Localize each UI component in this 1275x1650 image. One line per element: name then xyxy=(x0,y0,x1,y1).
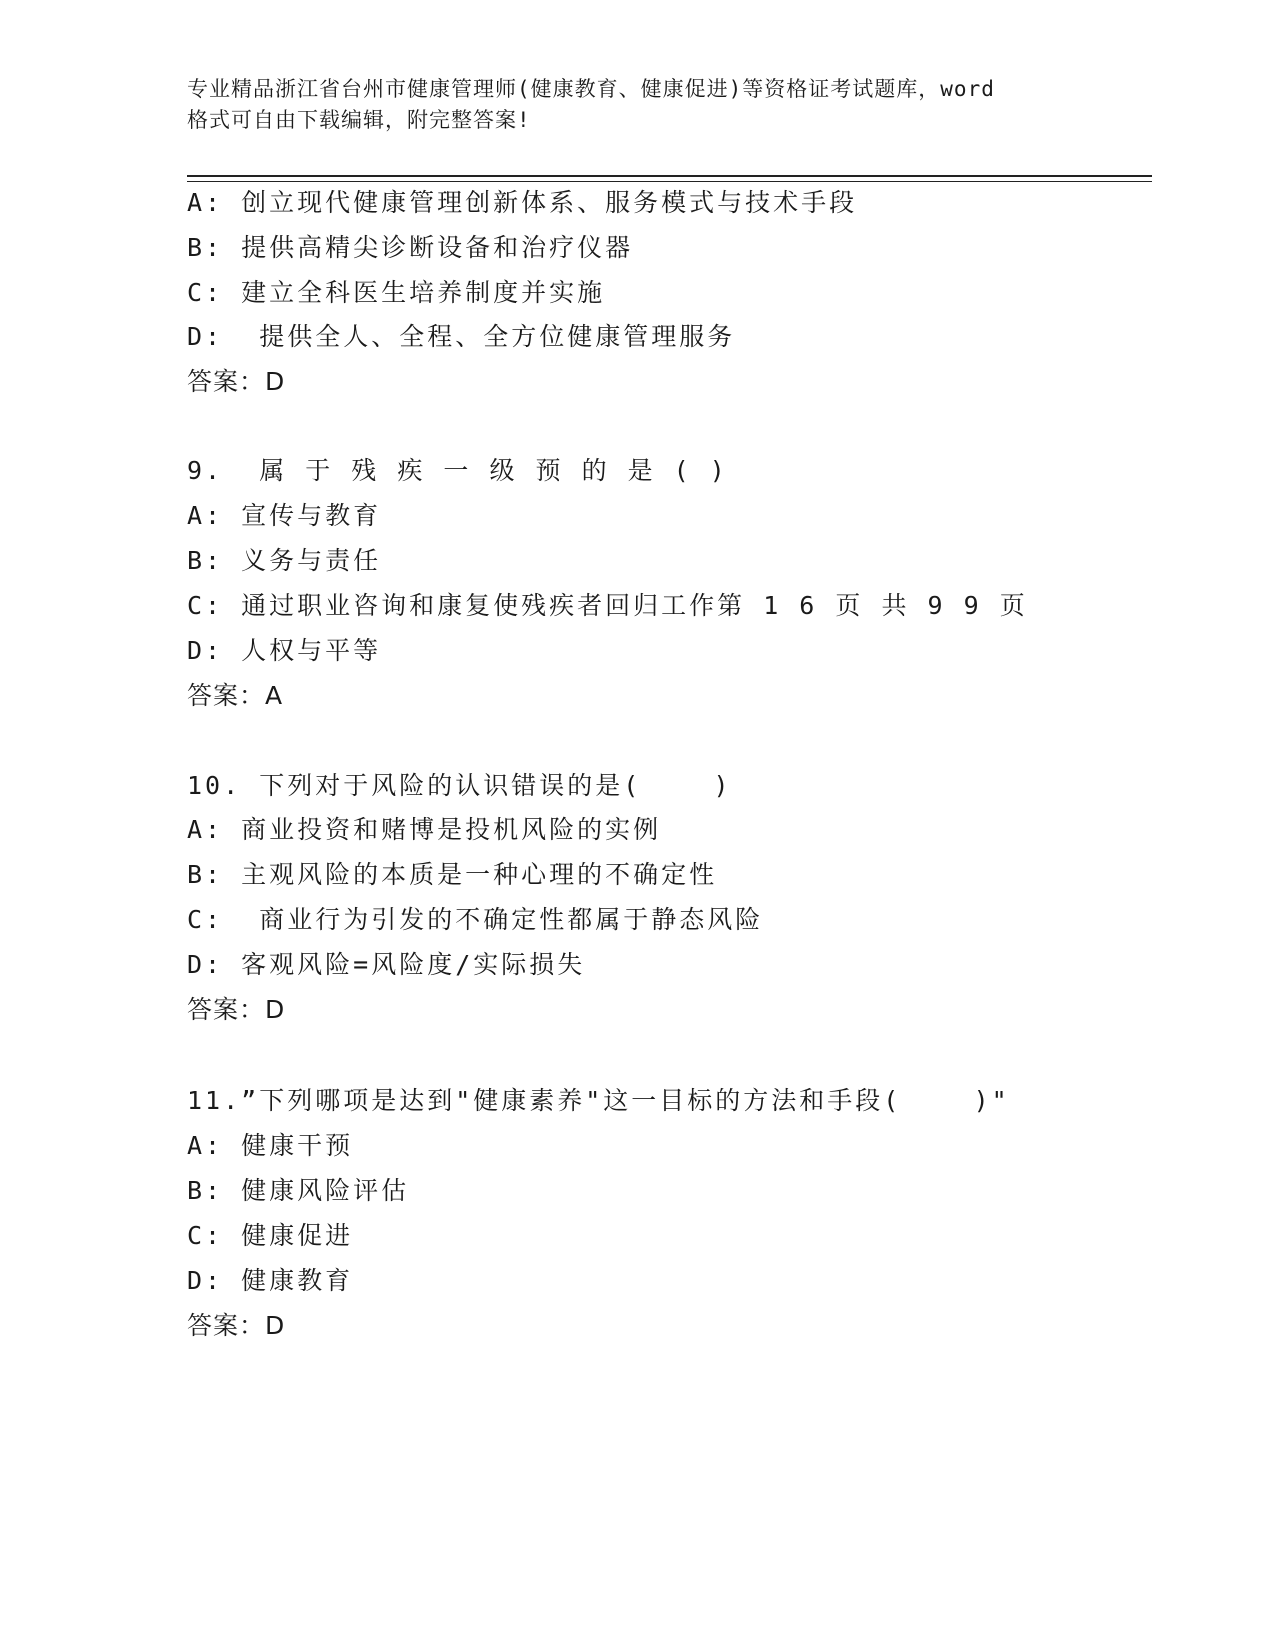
header-line-1: 专业精品浙江省台州市健康管理师(健康教育、健康促进)等资格证考试题库，word xyxy=(187,77,995,101)
q9-option-a: A: 宣传与教育 xyxy=(187,501,382,530)
q8-answer: 答案：D xyxy=(187,367,286,396)
q11-question: 11.”下列哪项是达到"健康素养"这一目标的方法和手段( )" xyxy=(187,1086,1010,1115)
q9-option-c: C: 通过职业咨询和康复使残疾者回归工作第 1 6 页 共 9 9 页 xyxy=(187,591,1028,620)
q10-question: 10. 下列对于风险的认识错误的是( ) xyxy=(187,771,732,800)
q11-option-c: C: 健康促进 xyxy=(187,1221,354,1250)
q9-option-b: B: 义务与责任 xyxy=(187,546,382,575)
header-rule-thick xyxy=(187,175,1152,177)
q10-option-c: C: 商业行为引发的不确定性都属于静态风险 xyxy=(187,905,764,934)
q10-option-d: D: 客观风险=风险度/实际损失 xyxy=(187,950,586,979)
q10-option-a: A: 商业投资和赌博是投机风险的实例 xyxy=(187,815,662,844)
q9-answer: 答案：A xyxy=(187,681,284,710)
q8-option-b: B: 提供高精尖诊断设备和治疗仪器 xyxy=(187,233,634,262)
q11-answer: 答案：D xyxy=(187,1311,286,1340)
q8-option-d: D: 提供全人、全程、全方位健康管理服务 xyxy=(187,322,736,351)
header-rule-thin xyxy=(187,181,1152,182)
q10-option-b: B: 主观风险的本质是一种心理的不确定性 xyxy=(187,860,718,889)
q9-option-d: D: 人权与平等 xyxy=(187,636,382,665)
document-header xyxy=(187,74,1097,136)
q11-option-d: D: 健康教育 xyxy=(187,1266,354,1295)
header-line-2: 格式可自由下载编辑，附完整答案! xyxy=(187,108,531,132)
q8-option-c: C: 建立全科医生培养制度并实施 xyxy=(187,278,606,307)
q11-option-a: A: 健康干预 xyxy=(187,1131,354,1160)
q10-answer: 答案：D xyxy=(187,995,286,1024)
q9-question: 9. 属 于 残 疾 一 级 预 的 是 ( ) xyxy=(187,456,728,485)
q8-option-a: A: 创立现代健康管理创新体系、服务模式与技术手段 xyxy=(187,188,858,217)
q11-option-b: B: 健康风险评估 xyxy=(187,1176,410,1205)
